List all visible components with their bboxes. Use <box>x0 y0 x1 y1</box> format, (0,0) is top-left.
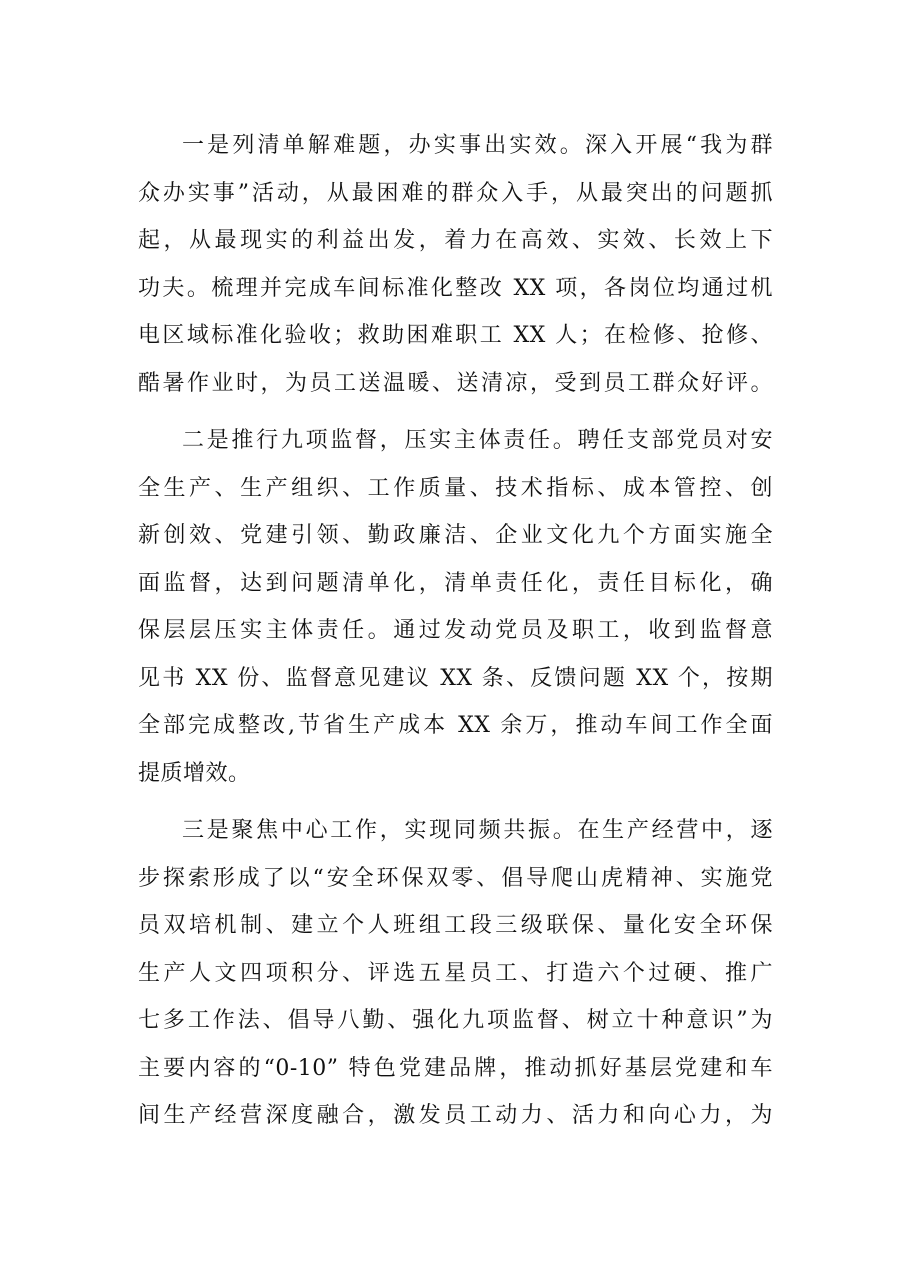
paragraph-line: 众办实事”活动，从最困难的群众入手，从最突出的问题抓 <box>138 180 773 206</box>
paragraph-line: 步探索形成了以“安全环保双零、倡导爬山虎精神、实施党 <box>138 865 773 891</box>
paragraph-line: 保层层压实主体责任。通过发动党员及职工，收到监督意 <box>138 618 773 643</box>
paragraph-line: 七多工作法、倡导八勤、强化九项监督、树立十种意识”为 <box>138 1008 773 1033</box>
paragraph-line: 提质增效。 <box>138 760 251 786</box>
paragraph-line: 面监督，达到问题清单化，清单责任化，责任目标化，确 <box>138 570 773 596</box>
paragraph-2 <box>138 417 773 797</box>
paragraph-line: 一是列清单解难题，办实事出实效。深入开展“我为群 <box>182 133 773 158</box>
paragraph-gap <box>138 797 773 807</box>
paragraph-line: 二是推行九项监督，压实主体责任。聘任支部党员对安 <box>182 428 773 453</box>
paragraph-line: 间生产经营深度融合，激发员工动力、活力和向心力，为 <box>138 1103 773 1128</box>
paragraph-3 <box>138 807 773 1140</box>
paragraph-line: 全生产、生产组织、工作质量、技术指标、成本管控、创 <box>138 475 773 501</box>
paragraph-line: 员双培机制、建立个人班组工段三级联保、量化安全环保 <box>138 913 773 938</box>
paragraph-line: 见书 XX 份、监督意见建议 XX 条、反馈问题 XX 个，按期 <box>138 665 773 691</box>
document-body <box>138 122 773 1140</box>
paragraph-line: 酷暑作业时，为员工送温暖、送清凉，受到员工群众好评。 <box>138 370 773 396</box>
paragraph-line: 主要内容的“0-10” 特色党建品牌，推动抓好基层党建和车 <box>138 1055 773 1081</box>
paragraph-line: 生产人文四项积分、评选五星员工、打造六个过硬、推广 <box>138 960 773 986</box>
paragraph-line: 新创效、党建引领、勤政廉洁、企业文化九个方面实施全 <box>138 523 773 548</box>
paragraph-gap <box>138 407 773 417</box>
paragraph-line: 电区域标准化验收；救助困难职工 XX 人；在检修、抢修、 <box>138 323 773 348</box>
paragraph-line: 全部完成整改,节省生产成本 XX 余万，推动车间工作全面 <box>138 713 773 738</box>
paragraph-1 <box>138 122 773 407</box>
paragraph-line: 三是聚焦中心工作，实现同频共振。在生产经营中，逐 <box>182 818 773 843</box>
paragraph-line: 功夫。梳理并完成车间标准化整改 XX 项，各岗位均通过机 <box>138 275 773 301</box>
paragraph-line: 起，从最现实的利益出发，着力在高效、实效、长效上下 <box>138 228 773 253</box>
